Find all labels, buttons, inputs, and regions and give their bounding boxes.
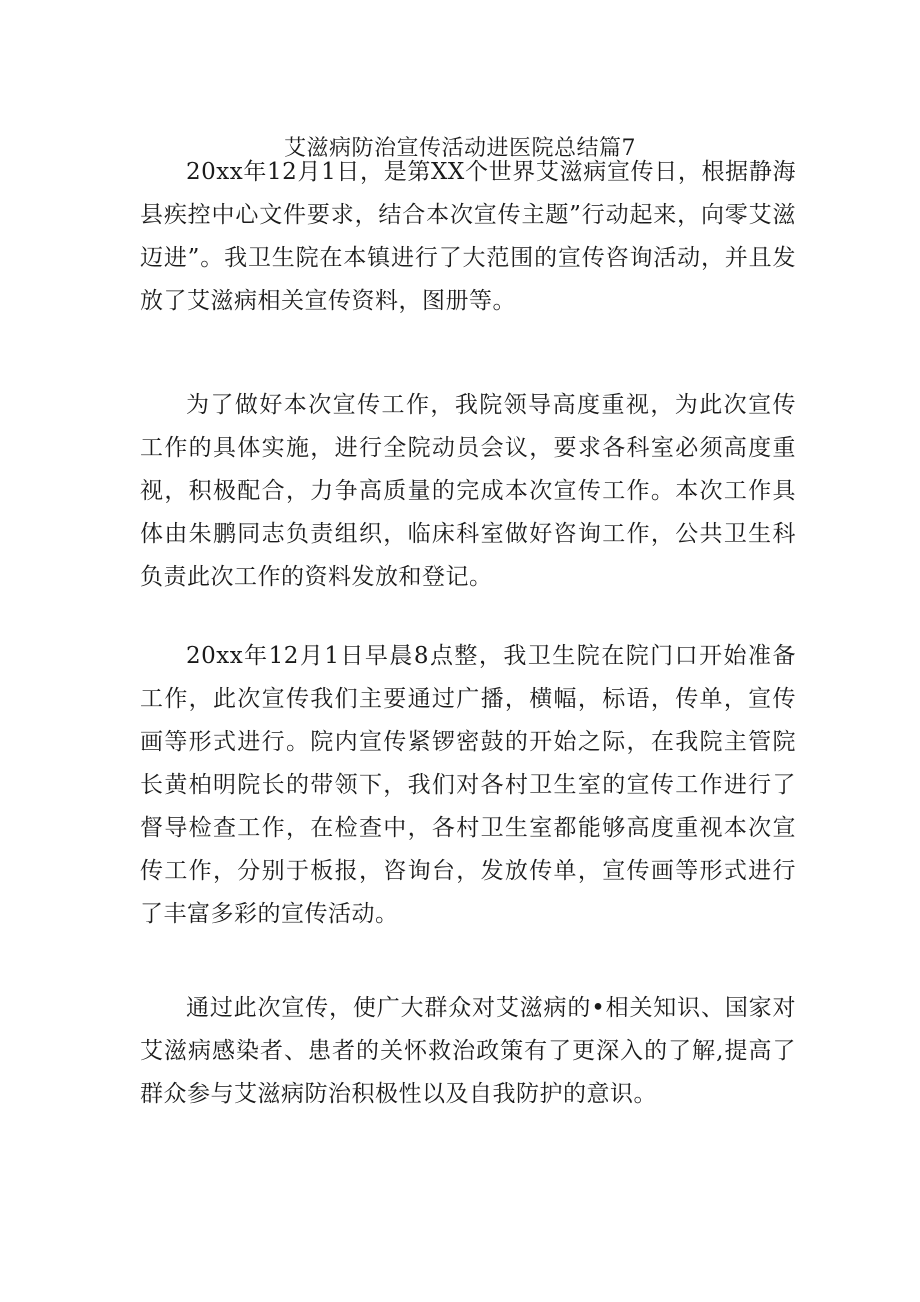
paragraph-4: 通过此次宣传，使广大群众对艾滋病的•相关知识、国家对艾滋病感染者、患者的关怀救治政策有了更深入的了解,提高了群众参与艾滋病防治积极性以及自我防护的意识。 [140, 995, 796, 1107]
paragraph-1: 20xx年12月1日，是第XX个世界艾滋病宣传日，根据静海县疾控中心文件要求，结合本次宣传主题”行动起来，向零艾滋迈进”。我卫生院在本镇进行了大范围的宣传咨询活动，并且发放了艾滋病相关宣传资料，图册等。 [140, 159, 796, 314]
document-title: 艾滋病防治宣传活动进医院总结篇7 [284, 136, 636, 161]
paragraph-2: 为了做好本次宣传工作，我院领导高度重视，为此次宣传工作的具体实施，进行全院动员会议，要求各科室必须高度重视，积极配合，力争高质量的完成本次宣传工作。本次工作具体由朱鹏同志负责组织，临床科室做好咨询工作，公共卫生科负责此次工作的资料发放和登记。 [140, 392, 796, 590]
paragraph-3: 20xx年12月1日早晨8点整，我卫生院在院门口开始准备工作，此次宣传我们主要通过广播，横幅，标语，传单，宣传画等形式进行。院内宣传紧锣密鼓的开始之际，在我院主管院长黄柏明院长的带领下，我们对各村卫生室的宣传工作进行了督导检查工作，在检查中，各村卫生室都能够高度重视本次宣传工作，分别于板报，咨询台，发放传单，宣传画等形式进行了丰富多彩的宣传活动。 [140, 643, 796, 927]
